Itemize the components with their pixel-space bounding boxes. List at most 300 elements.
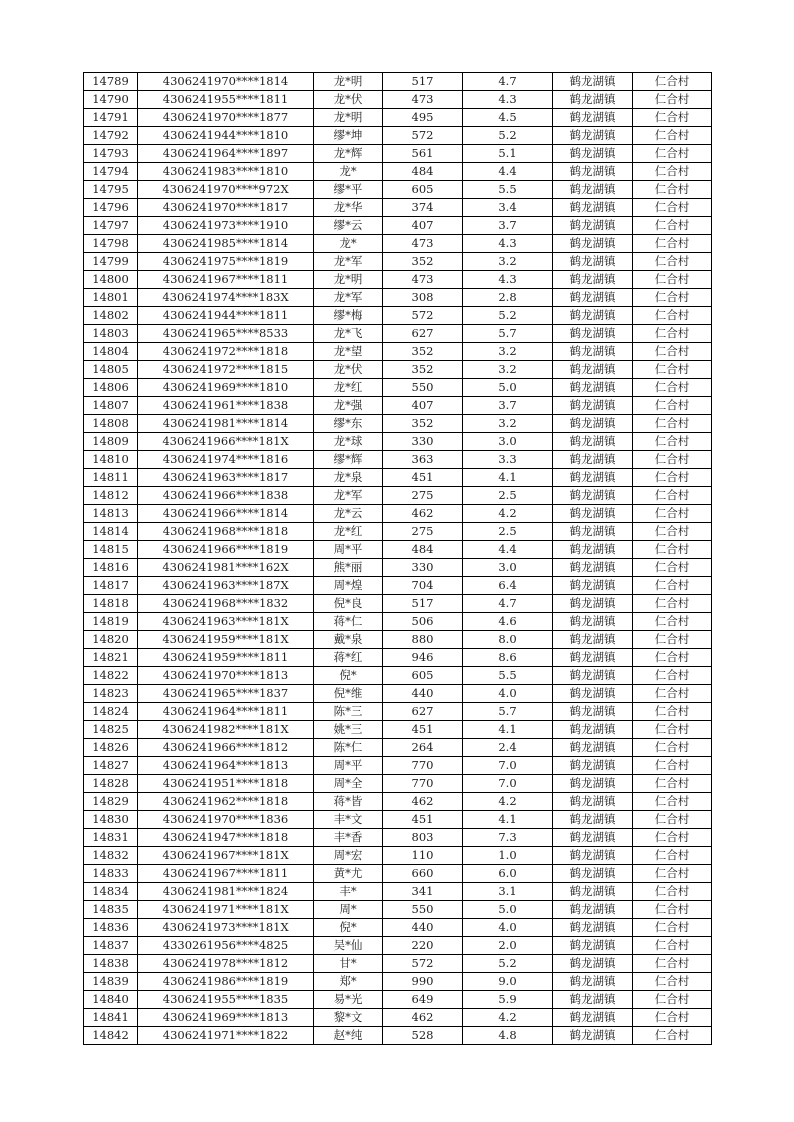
table-row (84, 181, 712, 199)
table-row (84, 559, 712, 577)
town-cell: 鹤龙湖镇 (553, 325, 633, 343)
name-cell: 龙*望 (314, 343, 383, 361)
town-cell: 鹤龙湖镇 (553, 523, 633, 541)
row-number-cell: 14802 (84, 307, 138, 325)
amount-cell: 352 (383, 361, 463, 379)
name-cell: 丰*文 (314, 811, 383, 829)
amount-cell: 275 (383, 487, 463, 505)
id-number-cell: 4306241965****8533 (138, 325, 314, 343)
village-cell: 仁合村 (633, 919, 712, 937)
name-cell: 龙*泉 (314, 469, 383, 487)
village-cell: 仁合村 (633, 73, 712, 91)
town-cell: 鹤龙湖镇 (553, 775, 633, 793)
village-cell: 仁合村 (633, 487, 712, 505)
id-number-cell: 4306241959****181X (138, 631, 314, 649)
value-cell: 4.7 (463, 73, 553, 91)
town-cell: 鹤龙湖镇 (553, 847, 633, 865)
name-cell: 龙*红 (314, 379, 383, 397)
id-number-cell: 4306241982****181X (138, 721, 314, 739)
id-number-cell: 4306241955****1811 (138, 91, 314, 109)
id-number-cell: 4306241966****1812 (138, 739, 314, 757)
village-cell: 仁合村 (633, 91, 712, 109)
village-cell: 仁合村 (633, 703, 712, 721)
amount-cell: 605 (383, 667, 463, 685)
town-cell: 鹤龙湖镇 (553, 163, 633, 181)
name-cell: 丰*香 (314, 829, 383, 847)
value-cell: 3.4 (463, 199, 553, 217)
id-number-cell: 4306241970****1836 (138, 811, 314, 829)
row-number-cell: 14821 (84, 649, 138, 667)
amount-cell: 770 (383, 775, 463, 793)
id-number-cell: 4306241986****1819 (138, 973, 314, 991)
id-number-cell: 4306241968****1818 (138, 523, 314, 541)
town-cell: 鹤龙湖镇 (553, 469, 633, 487)
amount-cell: 561 (383, 145, 463, 163)
table-row (84, 505, 712, 523)
value-cell: 5.7 (463, 325, 553, 343)
town-cell: 鹤龙湖镇 (553, 883, 633, 901)
town-cell: 鹤龙湖镇 (553, 631, 633, 649)
value-cell: 5.7 (463, 703, 553, 721)
name-cell: 陈*仁 (314, 739, 383, 757)
amount-cell: 495 (383, 109, 463, 127)
town-cell: 鹤龙湖镇 (553, 1027, 633, 1045)
value-cell: 6.0 (463, 865, 553, 883)
village-cell: 仁合村 (633, 343, 712, 361)
row-number-cell: 14799 (84, 253, 138, 271)
town-cell: 鹤龙湖镇 (553, 289, 633, 307)
name-cell: 龙*伏 (314, 361, 383, 379)
table-row (84, 325, 712, 343)
value-cell: 5.2 (463, 127, 553, 145)
town-cell: 鹤龙湖镇 (553, 757, 633, 775)
town-cell: 鹤龙湖镇 (553, 307, 633, 325)
village-cell: 仁合村 (633, 541, 712, 559)
amount-cell: 572 (383, 307, 463, 325)
id-number-cell: 4306241966****1814 (138, 505, 314, 523)
table-row (84, 379, 712, 397)
row-number-cell: 14795 (84, 181, 138, 199)
name-cell: 龙*明 (314, 271, 383, 289)
value-cell: 8.6 (463, 649, 553, 667)
village-cell: 仁合村 (633, 829, 712, 847)
name-cell: 戴*泉 (314, 631, 383, 649)
row-number-cell: 14805 (84, 361, 138, 379)
amount-cell: 330 (383, 433, 463, 451)
village-cell: 仁合村 (633, 775, 712, 793)
amount-cell: 330 (383, 559, 463, 577)
table-row (84, 469, 712, 487)
value-cell: 2.5 (463, 487, 553, 505)
name-cell: 周*煌 (314, 577, 383, 595)
town-cell: 鹤龙湖镇 (553, 235, 633, 253)
id-number-cell: 4306241951****1818 (138, 775, 314, 793)
row-number-cell: 14829 (84, 793, 138, 811)
village-cell: 仁合村 (633, 469, 712, 487)
row-number-cell: 14815 (84, 541, 138, 559)
amount-cell: 770 (383, 757, 463, 775)
name-cell: 缪*云 (314, 217, 383, 235)
id-number-cell: 4306241965****1837 (138, 685, 314, 703)
table-row (84, 1009, 712, 1027)
table-row (84, 577, 712, 595)
amount-cell: 407 (383, 217, 463, 235)
town-cell: 鹤龙湖镇 (553, 109, 633, 127)
town-cell: 鹤龙湖镇 (553, 649, 633, 667)
name-cell: 黄*尤 (314, 865, 383, 883)
village-cell: 仁合村 (633, 217, 712, 235)
village-cell: 仁合村 (633, 721, 712, 739)
town-cell: 鹤龙湖镇 (553, 343, 633, 361)
id-number-cell: 4306241964****1811 (138, 703, 314, 721)
value-cell: 4.2 (463, 793, 553, 811)
amount-cell: 352 (383, 253, 463, 271)
id-number-cell: 4306241972****1815 (138, 361, 314, 379)
id-number-cell: 4306241970****1817 (138, 199, 314, 217)
amount-cell: 572 (383, 127, 463, 145)
value-cell: 4.7 (463, 595, 553, 613)
row-number-cell: 14830 (84, 811, 138, 829)
name-cell: 周*平 (314, 541, 383, 559)
value-cell: 3.0 (463, 559, 553, 577)
amount-cell: 473 (383, 271, 463, 289)
table-row (84, 415, 712, 433)
amount-cell: 275 (383, 523, 463, 541)
name-cell: 龙* (314, 163, 383, 181)
village-cell: 仁合村 (633, 757, 712, 775)
town-cell: 鹤龙湖镇 (553, 487, 633, 505)
name-cell: 蒋*皆 (314, 793, 383, 811)
row-number-cell: 14792 (84, 127, 138, 145)
table-row (84, 865, 712, 883)
table-row (84, 901, 712, 919)
name-cell: 吴*仙 (314, 937, 383, 955)
town-cell: 鹤龙湖镇 (553, 811, 633, 829)
row-number-cell: 14803 (84, 325, 138, 343)
value-cell: 2.4 (463, 739, 553, 757)
row-number-cell: 14794 (84, 163, 138, 181)
table-row (84, 271, 712, 289)
row-number-cell: 14822 (84, 667, 138, 685)
name-cell: 缪*辉 (314, 451, 383, 469)
row-number-cell: 14842 (84, 1027, 138, 1045)
id-number-cell: 4306241973****181X (138, 919, 314, 937)
amount-cell: 264 (383, 739, 463, 757)
row-number-cell: 14832 (84, 847, 138, 865)
id-number-cell: 4330261956****4825 (138, 937, 314, 955)
name-cell: 甘* (314, 955, 383, 973)
amount-cell: 363 (383, 451, 463, 469)
amount-cell: 550 (383, 901, 463, 919)
value-cell: 5.5 (463, 181, 553, 199)
table-row (84, 595, 712, 613)
amount-cell: 473 (383, 235, 463, 253)
amount-cell: 440 (383, 685, 463, 703)
name-cell: 龙*明 (314, 109, 383, 127)
row-number-cell: 14797 (84, 217, 138, 235)
town-cell: 鹤龙湖镇 (553, 739, 633, 757)
value-cell: 5.0 (463, 901, 553, 919)
table-row (84, 739, 712, 757)
name-cell: 龙*云 (314, 505, 383, 523)
id-number-cell: 4306241966****1819 (138, 541, 314, 559)
amount-cell: 572 (383, 955, 463, 973)
row-number-cell: 14819 (84, 613, 138, 631)
name-cell: 赵*纯 (314, 1027, 383, 1045)
id-number-cell: 4306241967****181X (138, 847, 314, 865)
table-row (84, 757, 712, 775)
name-cell: 蒋*仁 (314, 613, 383, 631)
village-cell: 仁合村 (633, 415, 712, 433)
village-cell: 仁合村 (633, 253, 712, 271)
amount-cell: 220 (383, 937, 463, 955)
name-cell: 龙*红 (314, 523, 383, 541)
town-cell: 鹤龙湖镇 (553, 253, 633, 271)
row-number-cell: 14834 (84, 883, 138, 901)
row-number-cell: 14807 (84, 397, 138, 415)
row-number-cell: 14813 (84, 505, 138, 523)
amount-cell: 484 (383, 163, 463, 181)
village-cell: 仁合村 (633, 361, 712, 379)
id-number-cell: 4306241981****1824 (138, 883, 314, 901)
value-cell: 5.9 (463, 991, 553, 1009)
value-cell: 9.0 (463, 973, 553, 991)
row-number-cell: 14826 (84, 739, 138, 757)
table-row (84, 829, 712, 847)
town-cell: 鹤龙湖镇 (553, 271, 633, 289)
id-number-cell: 4306241955****1835 (138, 991, 314, 1009)
amount-cell: 649 (383, 991, 463, 1009)
town-cell: 鹤龙湖镇 (553, 433, 633, 451)
town-cell: 鹤龙湖镇 (553, 865, 633, 883)
name-cell: 周*平 (314, 757, 383, 775)
village-cell: 仁合村 (633, 685, 712, 703)
village-cell: 仁合村 (633, 559, 712, 577)
value-cell: 6.4 (463, 577, 553, 595)
value-cell: 4.4 (463, 163, 553, 181)
table-row (84, 685, 712, 703)
village-cell: 仁合村 (633, 955, 712, 973)
town-cell: 鹤龙湖镇 (553, 973, 633, 991)
data-table (83, 72, 712, 1045)
table-row (84, 631, 712, 649)
village-cell: 仁合村 (633, 883, 712, 901)
table-row (84, 91, 712, 109)
name-cell: 倪*良 (314, 595, 383, 613)
value-cell: 2.5 (463, 523, 553, 541)
name-cell: 陈*三 (314, 703, 383, 721)
id-number-cell: 4306241969****1813 (138, 1009, 314, 1027)
row-number-cell: 14838 (84, 955, 138, 973)
row-number-cell: 14801 (84, 289, 138, 307)
table-row (84, 361, 712, 379)
amount-cell: 352 (383, 343, 463, 361)
town-cell: 鹤龙湖镇 (553, 415, 633, 433)
town-cell: 鹤龙湖镇 (553, 559, 633, 577)
id-number-cell: 4306241981****1814 (138, 415, 314, 433)
village-cell: 仁合村 (633, 667, 712, 685)
amount-cell: 528 (383, 1027, 463, 1045)
row-number-cell: 14820 (84, 631, 138, 649)
row-number-cell: 14811 (84, 469, 138, 487)
village-cell: 仁合村 (633, 127, 712, 145)
row-number-cell: 14804 (84, 343, 138, 361)
amount-cell: 517 (383, 595, 463, 613)
table-row (84, 451, 712, 469)
id-number-cell: 4306241971****181X (138, 901, 314, 919)
table-row (84, 397, 712, 415)
table-row (84, 793, 712, 811)
name-cell: 黎*文 (314, 1009, 383, 1027)
name-cell: 蒋*红 (314, 649, 383, 667)
table-row (84, 307, 712, 325)
id-number-cell: 4306241972****1818 (138, 343, 314, 361)
town-cell: 鹤龙湖镇 (553, 703, 633, 721)
name-cell: 龙*华 (314, 199, 383, 217)
row-number-cell: 14812 (84, 487, 138, 505)
table-row (84, 703, 712, 721)
amount-cell: 451 (383, 811, 463, 829)
village-cell: 仁合村 (633, 271, 712, 289)
name-cell: 姚*三 (314, 721, 383, 739)
row-number-cell: 14808 (84, 415, 138, 433)
value-cell: 5.5 (463, 667, 553, 685)
village-cell: 仁合村 (633, 865, 712, 883)
amount-cell: 660 (383, 865, 463, 883)
table-row (84, 523, 712, 541)
table-row (84, 847, 712, 865)
amount-cell: 484 (383, 541, 463, 559)
village-cell: 仁合村 (633, 451, 712, 469)
id-number-cell: 4306241983****1810 (138, 163, 314, 181)
table-row (84, 955, 712, 973)
town-cell: 鹤龙湖镇 (553, 613, 633, 631)
row-number-cell: 14798 (84, 235, 138, 253)
id-number-cell: 4306241963****187X (138, 577, 314, 595)
row-number-cell: 14839 (84, 973, 138, 991)
amount-cell: 451 (383, 721, 463, 739)
amount-cell: 517 (383, 73, 463, 91)
row-number-cell: 14816 (84, 559, 138, 577)
value-cell: 5.0 (463, 379, 553, 397)
value-cell: 4.8 (463, 1027, 553, 1045)
table-row (84, 433, 712, 451)
village-cell: 仁合村 (633, 847, 712, 865)
table-row (84, 217, 712, 235)
row-number-cell: 14809 (84, 433, 138, 451)
village-cell: 仁合村 (633, 235, 712, 253)
id-number-cell: 4306241985****1814 (138, 235, 314, 253)
table-row (84, 973, 712, 991)
town-cell: 鹤龙湖镇 (553, 199, 633, 217)
town-cell: 鹤龙湖镇 (553, 955, 633, 973)
name-cell: 龙*军 (314, 487, 383, 505)
row-number-cell: 14818 (84, 595, 138, 613)
table-row (84, 235, 712, 253)
row-number-cell: 14793 (84, 145, 138, 163)
name-cell: 周*宏 (314, 847, 383, 865)
amount-cell: 440 (383, 919, 463, 937)
name-cell: 龙*伏 (314, 91, 383, 109)
town-cell: 鹤龙湖镇 (553, 451, 633, 469)
id-number-cell: 4306241970****1813 (138, 667, 314, 685)
name-cell: 缪*梅 (314, 307, 383, 325)
town-cell: 鹤龙湖镇 (553, 541, 633, 559)
row-number-cell: 14841 (84, 1009, 138, 1027)
value-cell: 3.2 (463, 253, 553, 271)
row-number-cell: 14835 (84, 901, 138, 919)
value-cell: 3.1 (463, 883, 553, 901)
town-cell: 鹤龙湖镇 (553, 901, 633, 919)
amount-cell: 341 (383, 883, 463, 901)
row-number-cell: 14796 (84, 199, 138, 217)
amount-cell: 462 (383, 1009, 463, 1027)
row-number-cell: 14827 (84, 757, 138, 775)
name-cell: 缪*坤 (314, 127, 383, 145)
id-number-cell: 4306241974****1816 (138, 451, 314, 469)
name-cell: 龙*明 (314, 73, 383, 91)
id-number-cell: 4306241963****1817 (138, 469, 314, 487)
amount-cell: 605 (383, 181, 463, 199)
table-row (84, 991, 712, 1009)
table-row (84, 811, 712, 829)
amount-cell: 308 (383, 289, 463, 307)
amount-cell: 946 (383, 649, 463, 667)
value-cell: 4.1 (463, 721, 553, 739)
town-cell: 鹤龙湖镇 (553, 379, 633, 397)
row-number-cell: 14825 (84, 721, 138, 739)
name-cell: 龙*飞 (314, 325, 383, 343)
town-cell: 鹤龙湖镇 (553, 793, 633, 811)
row-number-cell: 14836 (84, 919, 138, 937)
value-cell: 4.3 (463, 91, 553, 109)
id-number-cell: 4306241959****1811 (138, 649, 314, 667)
id-number-cell: 4306241968****1832 (138, 595, 314, 613)
town-cell: 鹤龙湖镇 (553, 181, 633, 199)
row-number-cell: 14814 (84, 523, 138, 541)
table-row (84, 937, 712, 955)
village-cell: 仁合村 (633, 307, 712, 325)
id-number-cell: 4306241964****1813 (138, 757, 314, 775)
name-cell: 丰* (314, 883, 383, 901)
town-cell: 鹤龙湖镇 (553, 595, 633, 613)
name-cell: 易*光 (314, 991, 383, 1009)
amount-cell: 110 (383, 847, 463, 865)
name-cell: 倪* (314, 667, 383, 685)
village-cell: 仁合村 (633, 595, 712, 613)
town-cell: 鹤龙湖镇 (553, 361, 633, 379)
row-number-cell: 14840 (84, 991, 138, 1009)
value-cell: 7.0 (463, 775, 553, 793)
id-number-cell: 4306241964****1897 (138, 145, 314, 163)
table-row (84, 883, 712, 901)
name-cell: 龙*强 (314, 397, 383, 415)
value-cell: 4.5 (463, 109, 553, 127)
village-cell: 仁合村 (633, 379, 712, 397)
village-cell: 仁合村 (633, 631, 712, 649)
village-cell: 仁合村 (633, 937, 712, 955)
amount-cell: 506 (383, 613, 463, 631)
table-row (84, 487, 712, 505)
town-cell: 鹤龙湖镇 (553, 937, 633, 955)
name-cell: 郑* (314, 973, 383, 991)
table-row (84, 127, 712, 145)
table-row (84, 199, 712, 217)
village-cell: 仁合村 (633, 577, 712, 595)
row-number-cell: 14806 (84, 379, 138, 397)
amount-cell: 803 (383, 829, 463, 847)
town-cell: 鹤龙湖镇 (553, 577, 633, 595)
